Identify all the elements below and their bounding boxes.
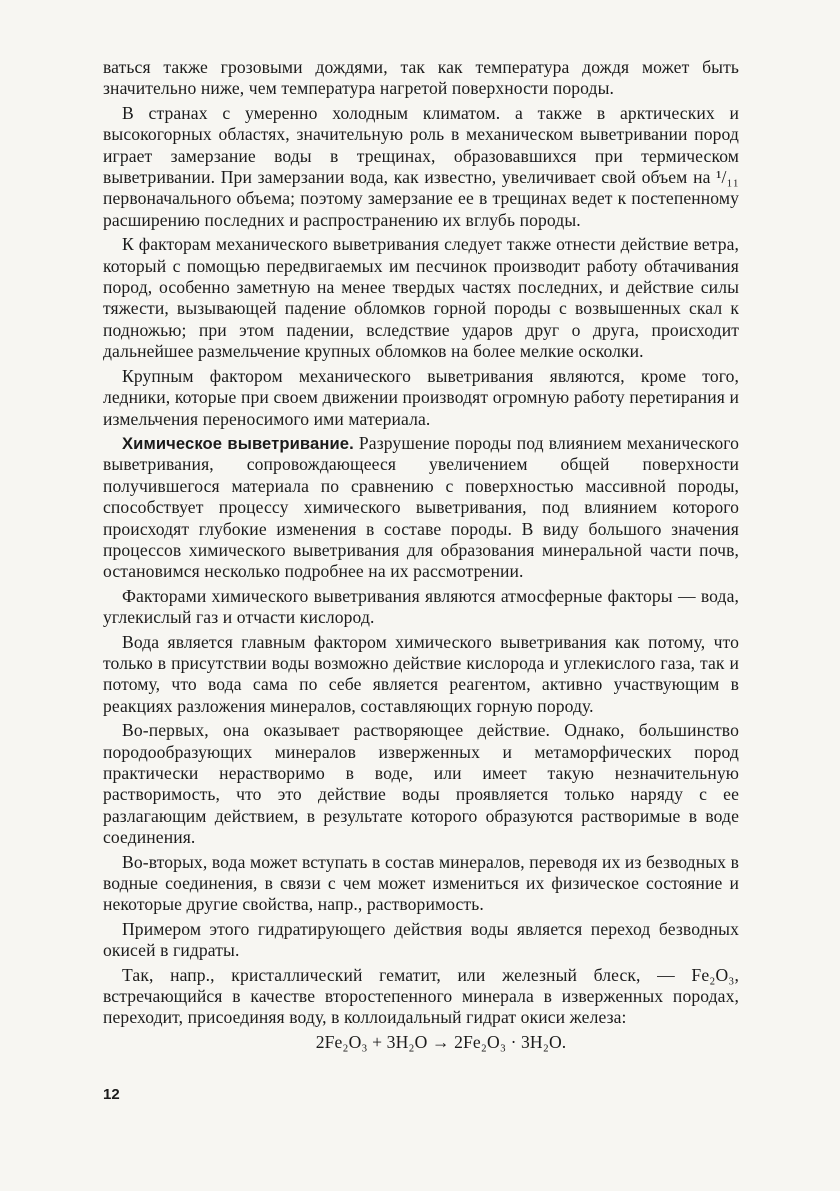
paragraph-2: В странах с умеренно холодным климатом. а также в арктических и высокогорных областях, значительную роль в механическом выветривании пород играет замерзание воды в трещинах, образовавшихся при термическом выветривании. При замерзании вода, как известно, увеличивает свой объем на ¹/₁₁ первоначального объема; поэтому замерзание ее в трещинах ведет к постепенному расширению последних и распространению их вглубь породы. bbox=[103, 102, 739, 230]
paragraph-8: Во-первых, она оказывает растворяющее действие. Однако, большинство породообразующих минералов изверженных и метаморфических пород практически нерастворимо в воде, или имеет такую незначительную растворимость, что это действие воды проявляется только наряду с ее разлагающим действием, в результате которого образуются растворимые в воде соединения. bbox=[103, 720, 739, 848]
paragraph-11: Так, напр., кристаллический гематит, или железный блеск, — Fe₂O₃, встречающийся в качестве второстепенного минерала в изверженных породах, переходит, присоединяя воду, в коллоидальный гидрат окиси железа: bbox=[103, 964, 739, 1028]
paragraph-5-text: Разрушение породы под влиянием механического выветривания, сопровождающееся увеличением общей поверхности получившегося материала по сравнению с поверхностью массивной породы, способствует процессу химического выветривания, под влиянием которого происходят глубокие изменения в составе породы. В виду большого значения процессов химического выветривания для образования минеральной части почв, остановимся несколько подробнее на их рассмотрении. bbox=[103, 432, 739, 582]
paragraph-10: Примером этого гидратирующего действия воды является переход безводных окисей в гидраты. bbox=[103, 918, 739, 961]
chemical-formula: 2Fe₂O₃ + 3H₂O → 2Fe₂O₃ · 3H₂O. bbox=[315, 1031, 567, 1052]
paragraph-9: Во-вторых, вода может вступать в состав минералов, переводя их из безводных в водные соединения, в связи с чем может измениться их физическое состояние и некоторые другие свойства, напр., растворимость. bbox=[103, 851, 739, 915]
paragraph-4: Крупным фактором механического выветривания являются, кроме того, ледники, которые при своем движении производят огромную работу перетирания и измельчения переносимого ими материала. bbox=[103, 365, 739, 429]
body-text bbox=[103, 57, 739, 1053]
paragraph-5 bbox=[103, 433, 739, 583]
paragraph-1: ваться также грозовыми дождями, так как температура дождя может быть значительно ниже, чем температура нагретой поверхности породы. bbox=[103, 57, 739, 99]
paragraph-7: Вода является главным фактором химического выветривания как потому, что только в присутствии воды возможно действие кислорода и углекислого газа, так и потому, что вода сама по себе является реагентом, активно участвующим в реакциях разложения минералов, составляющих горную породу. bbox=[103, 631, 739, 716]
section-heading: Химическое выветривание. bbox=[122, 433, 354, 453]
page-number: 12 bbox=[103, 1086, 120, 1103]
paragraph-3: К факторам механического выветривания следует также отнести действие ветра, который с помощью передвигаемых им песчинок производит работу обтачивания пород, особенно заметную на менее твердых частях последних, и действие силы тяжести, вызывающей падение обломков горной породы с возвышенных скал к подножью; при этом падении, вследствие ударов друг о друга, происходит дальнейшее размельчение крупных обломков на более мелкие осколки. bbox=[103, 234, 739, 362]
paragraph-6: Факторами химического выветривания являются атмосферные факторы — вода, углекислый газ и отчасти кислород. bbox=[103, 585, 739, 628]
